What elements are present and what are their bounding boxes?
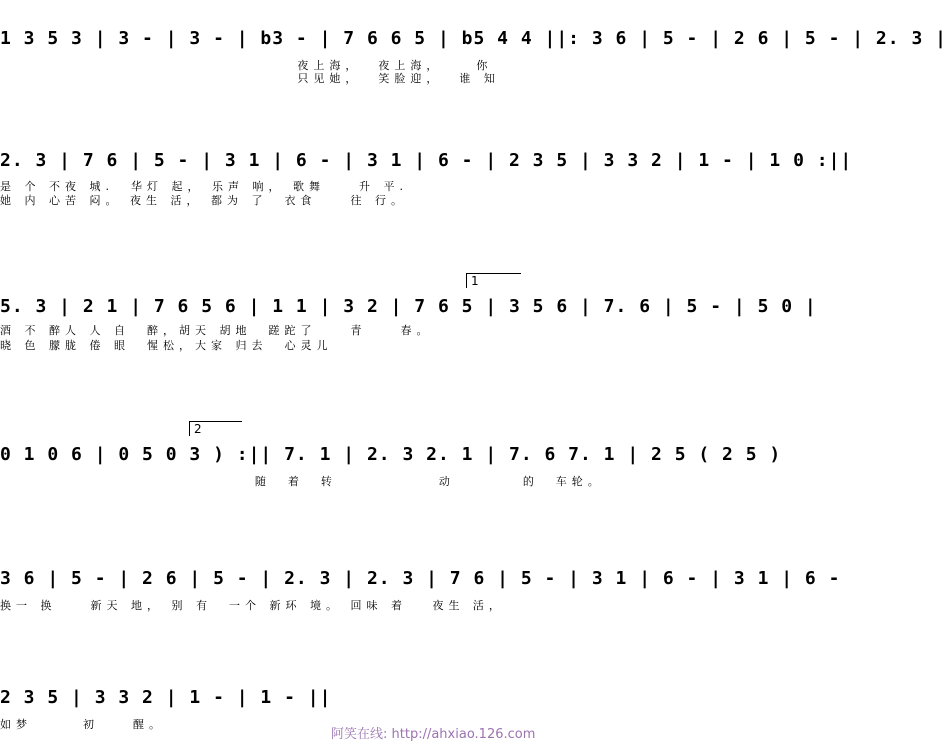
lyrics-line-6: 如梦 初 醒。 (0, 718, 165, 731)
notes-line-2: 2. 3 | 7 6 | 5 - | 3 1 | 6 - | 3 1 | 6 - | 2 3 5 | 3 3 2 | 1 - | 1 0 :|| (0, 150, 853, 171)
notes-line-5: 3 6 | 5 - | 2 6 | 5 - | 2. 3 | 2. 3 | 7 6 | 5 - | 3 1 | 6 - | 3 1 | 6 - (0, 568, 841, 589)
notes-line-1: 1 3 5 3 | 3 - | 3 - | b3 - | 7 6 6 5 | b5 4 4 ||: 3 6 | 5 - | 2 6 | 5 - | 2. 3 | (0, 28, 947, 49)
volta-2: 2 (189, 421, 242, 436)
notes-line-3: 5. 3 | 2 1 | 7 6 5 6 | 1 1 | 3 2 | 7 6 5 | 3 5 6 | 7. 6 | 5 - | 5 0 | (0, 296, 817, 317)
lyrics-line-3b: 晓 色 朦胧 倦 眼 惺松，大家 归去 心灵儿 (0, 339, 333, 352)
notes-line-4: 0 1 0 6 | 0 5 0 3 ) :|| 7. 1 | 2. 3 2. 1 | 7. 6 7. 1 | 2 5 ( 2 5 ) (0, 444, 782, 465)
lyrics-line-2b: 她 内 心苦 闷。 夜生 活， 都为 了 衣食 往 行。 (0, 194, 407, 207)
lyrics-line-1b: 只见她， 笑脸迎， 谁 知 (0, 72, 500, 85)
lyrics-line-3a: 酒 不 醉人 人 自 醉，胡天 胡地 蹉跎了 青 春。 (0, 324, 433, 337)
notes-line-6: 2 3 5 | 3 3 2 | 1 - | 1 - || (0, 687, 332, 708)
lyrics-line-4: 随 着 转 动 的 车轮。 (0, 475, 604, 488)
volta-1: 1 (466, 273, 521, 288)
watermark-link[interactable]: 阿笑在线: http://ahxiao.126.com (331, 727, 536, 742)
lyrics-line-2a: 是 个 不夜 城. 华灯 起， 乐声 响， 歌舞 升 平. (0, 180, 408, 193)
lyrics-line-5: 换一 换 新天 地， 别 有 一个 新环 境。 回味 着 夜生 活， (0, 599, 505, 612)
lyrics-line-1a: 夜上海， 夜上海， 你 (0, 59, 493, 72)
